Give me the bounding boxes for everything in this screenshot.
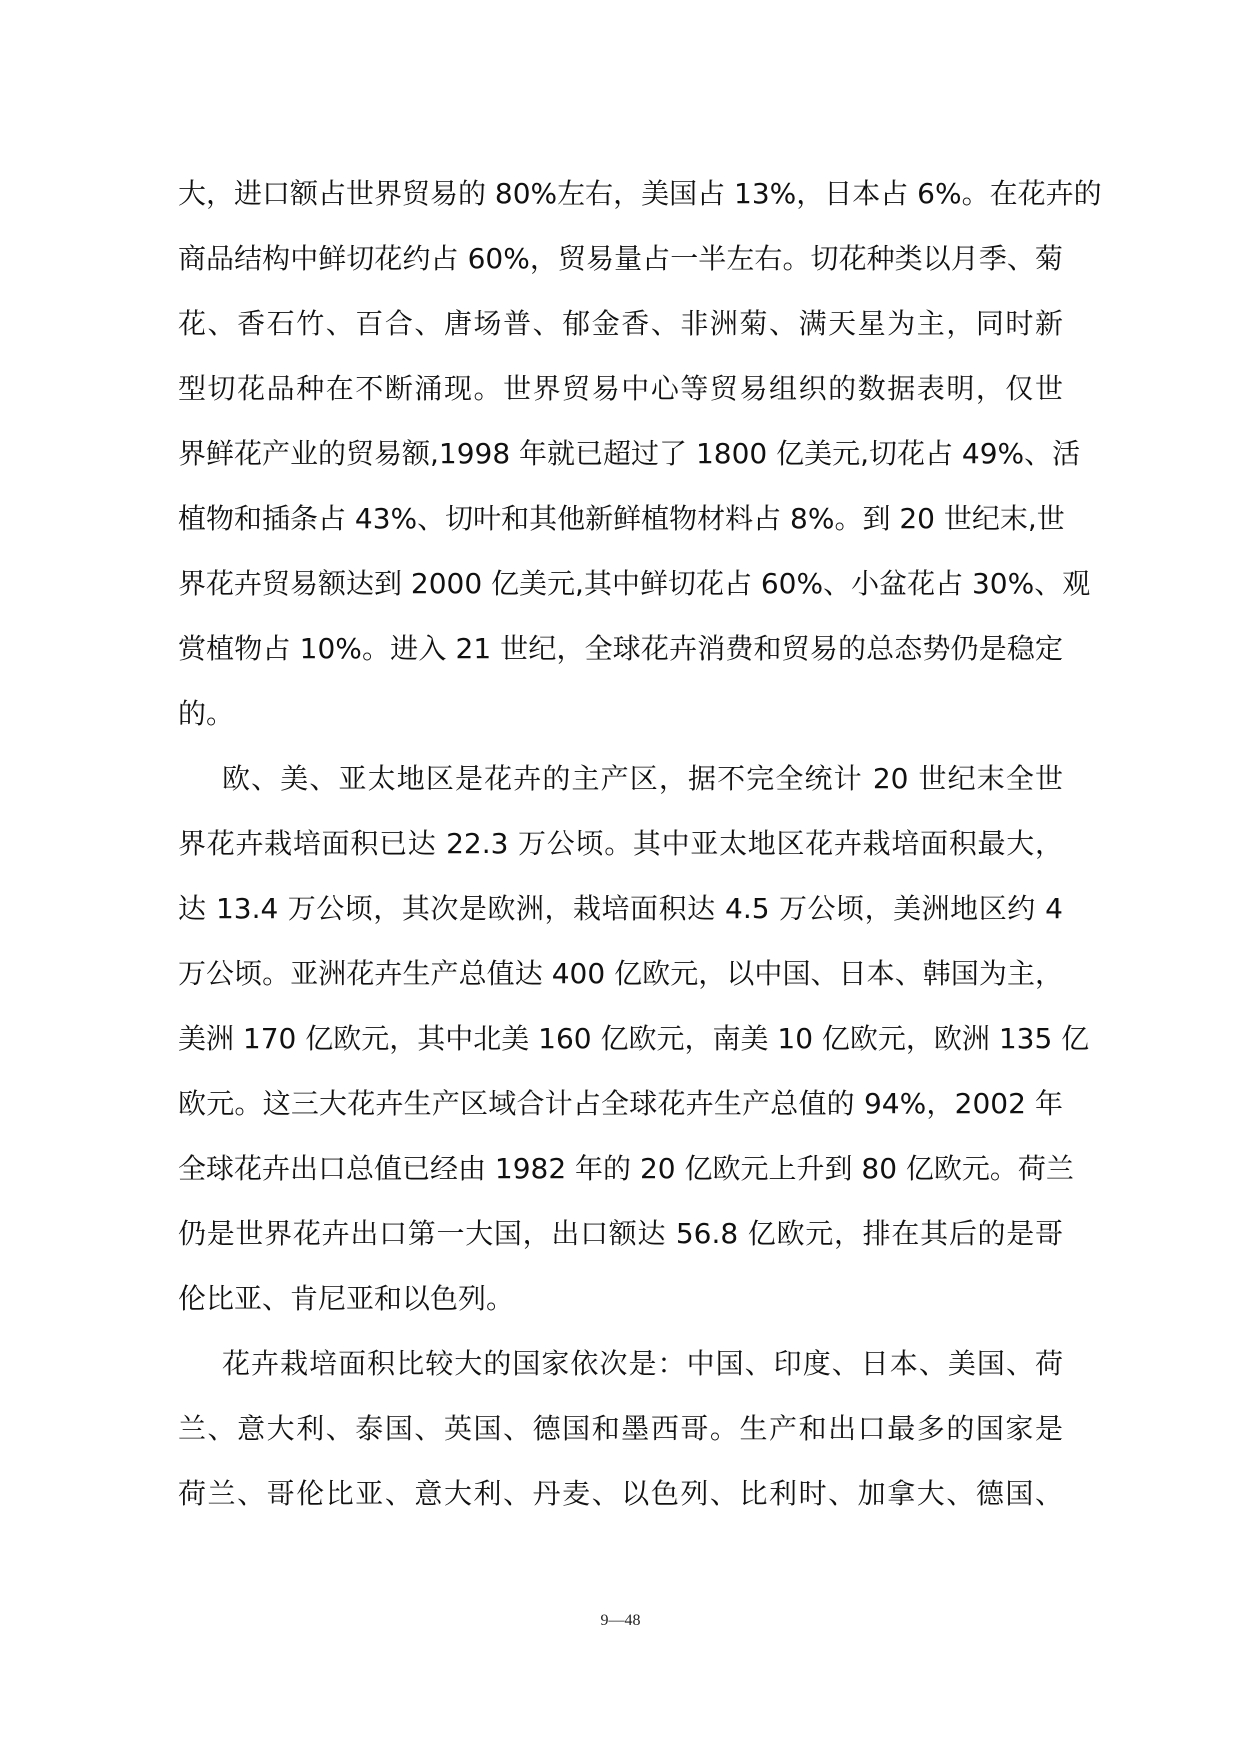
text-line: 的。 — [178, 697, 235, 730]
text-line: 仍是世界花卉出口第一大国，出口额达 56.8 亿欧元，排在其后的是哥 — [178, 1217, 1063, 1250]
paragraph — [178, 1331, 1063, 1526]
text-line: 界花卉栽培面积已达 22.3 万公顷。其中亚太地区花卉栽培面积最大， — [178, 827, 1063, 860]
text-line: 欧元。这三大花卉生产区域合计占全球花卉生产总值的 94%，2002 年 — [178, 1087, 1063, 1120]
body-text — [178, 161, 1102, 1526]
text-line: 商品结构中鲜切花约占 60%，贸易量占一半左右。切花种类以月季、菊 — [178, 242, 1063, 275]
paragraph — [178, 161, 1102, 746]
text-line: 界花卉贸易额达到 2000 亿美元,其中鲜切花占 60%、小盆花占 30%、观 — [178, 567, 1091, 600]
text-line: 花、香石竹、百合、唐场普、郁金香、非洲菊、满天星为主，同时新 — [178, 307, 1063, 340]
text-line: 全球花卉出口总值已经由 1982 年的 20 亿欧元上升到 80 亿欧元。荷兰 — [178, 1152, 1074, 1185]
text-line: 大，进口额占世界贸易的 80%左右，美国占 13%，日本占 6%。在花卉的 — [178, 177, 1102, 210]
page-number: 9—48 — [600, 1612, 641, 1629]
text-line: 伦比亚、肯尼亚和以色列。 — [178, 1282, 515, 1315]
text-line: 植物和插条占 43%、切叶和其他新鲜植物材料占 8%。到 20 世纪末,世 — [178, 502, 1065, 535]
text-line: 花卉栽培面积比较大的国家依次是：中国、印度、日本、美国、荷 — [222, 1347, 1063, 1380]
text-line: 界鲜花产业的贸易额,1998 年就已超过了 1800 亿美元,切花占 49%、活 — [178, 437, 1081, 470]
text-line: 达 13.4 万公顷，其次是欧洲，栽培面积达 4.5 万公顷，美洲地区约 4 — [178, 892, 1063, 925]
paragraph — [178, 746, 1090, 1331]
text-line: 万公顷。亚洲花卉生产总值达 400 亿欧元，以中国、日本、韩国为主， — [178, 957, 1063, 990]
text-line: 美洲 170 亿欧元，其中北美 160 亿欧元，南美 10 亿欧元，欧洲 135 亿 — [178, 1022, 1090, 1055]
text-line: 欧、美、亚太地区是花卉的主产区，据不完全统计 20 世纪末全世 — [222, 762, 1063, 795]
text-line: 型切花品种在不断涌现。世界贸易中心等贸易组织的数据表明，仅世 — [178, 372, 1063, 405]
text-line: 荷兰、哥伦比亚、意大利、丹麦、以色列、比利时、加拿大、德国、 — [178, 1477, 1063, 1510]
text-line: 赏植物占 10%。进入 21 世纪，全球花卉消费和贸易的总态势仍是稳定 — [178, 632, 1063, 665]
text-line: 兰、意大利、泰国、英国、德国和墨西哥。生产和出口最多的国家是 — [178, 1412, 1063, 1445]
